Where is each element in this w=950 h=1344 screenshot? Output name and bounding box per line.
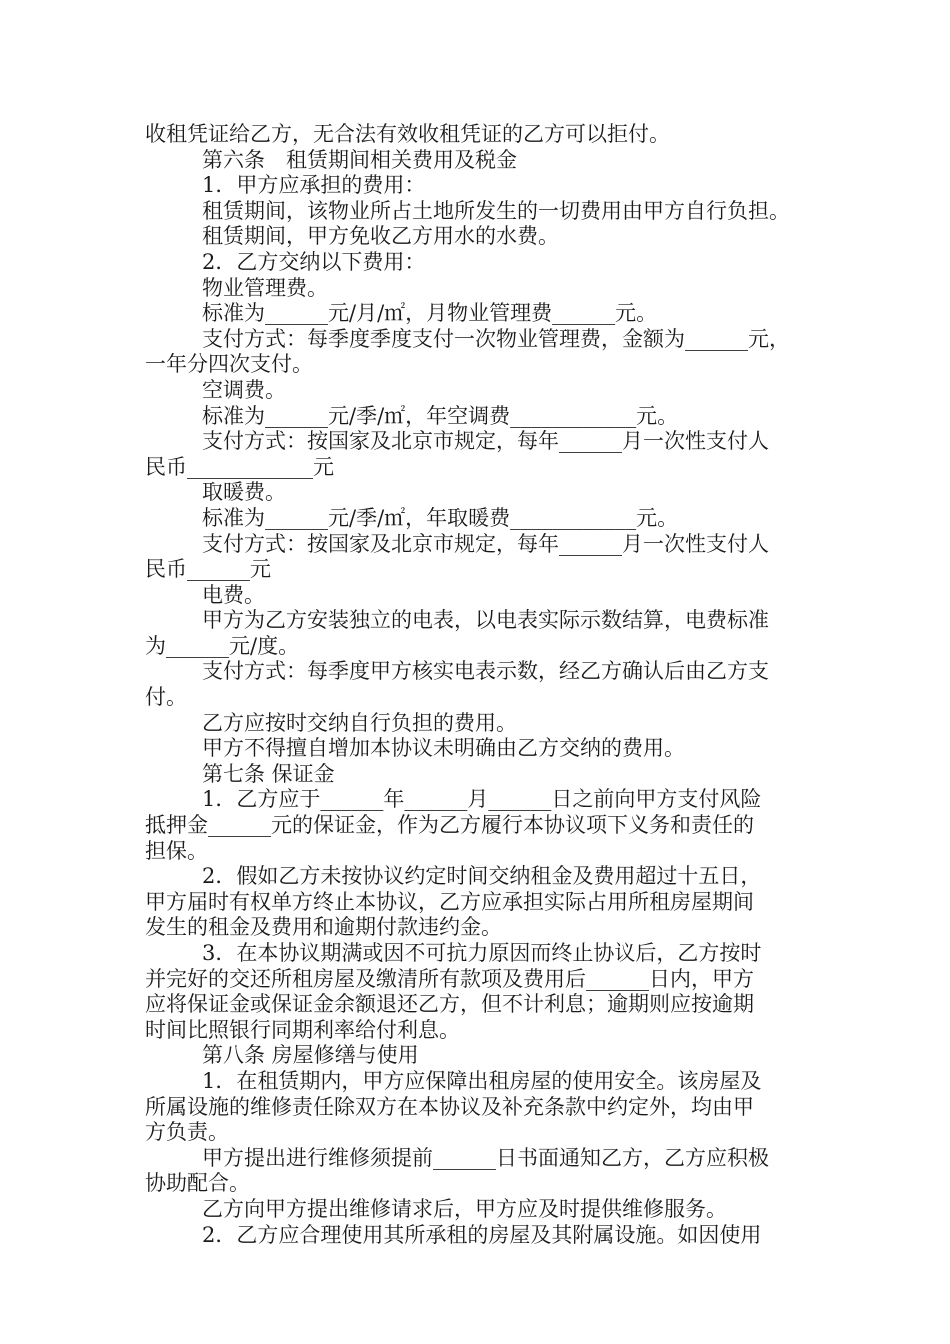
document-line: 取暖费。 [202, 480, 286, 505]
document-line: 应将保证金或保证金余额退还乙方，但不计利息；逾期则应按逾期 [145, 992, 754, 1017]
document-line: 方负责。 [145, 1120, 229, 1145]
document-line: 支付方式：每季度甲方核实电表示数，经乙方确认后由乙方支 [202, 659, 769, 684]
document-line: 甲方提出进行维修须提前______日书面通知乙方，乙方应积极 [202, 1145, 769, 1170]
contract-body-text [145, 122, 815, 1248]
document-line: 1．乙方应于______年______月______日之前向甲方支付风险 [202, 787, 762, 812]
document-line: 2．乙方应合理使用其所承租的房屋及其附属设施。如因使用 [202, 1222, 762, 1247]
document-line: 空调费。 [202, 377, 286, 402]
document-line: 时间比照银行同期利率给付利息。 [145, 1017, 460, 1042]
document-line: 标准为______元/季/㎡，年空调费____________元。 [202, 403, 679, 428]
document-line: 第六条 租赁期间相关费用及税金 [202, 147, 517, 172]
document-line: 1．甲方应承担的费用： [202, 173, 426, 198]
document-line: 租赁期间，该物业所占土地所发生的一切费用由甲方自行负担。 [202, 198, 790, 223]
document-line: 第八条 房屋修缮与使用 [202, 1043, 419, 1068]
document-line: 一年分四次支付。 [145, 352, 313, 377]
document-line: 租赁期间，甲方免收乙方用水的水费。 [202, 224, 559, 249]
document-line: 甲方届时有权单方终止本协议，乙方应承担实际占用所租房屋期间 [145, 889, 754, 914]
document-line: 支付方式：按国家及北京市规定，每年______月一次性支付人 [202, 531, 769, 556]
document-line: 民币______元 [145, 557, 271, 582]
document-line: 1．在租赁期内，甲方应保障出租房屋的使用安全。该房屋及 [202, 1068, 762, 1093]
document-line: 3．在本协议期满或因不可抗力原因而终止协议后，乙方按时 [202, 941, 762, 965]
document-line: 2．乙方交纳以下费用： [202, 249, 426, 274]
document-line: 标准为______元/月/㎡，月物业管理费______元。 [202, 301, 658, 326]
document-line: 发生的租金及费用和逾期付款违约金。 [145, 915, 502, 940]
document-line: 物业管理费。 [202, 275, 328, 300]
document-line: 电费。 [202, 582, 265, 607]
document-line: 民币____________元 [145, 454, 334, 479]
document-line: 付。 [145, 685, 187, 710]
document-line: 甲方为乙方安装独立的电表，以电表实际示数结算，电费标准 [202, 608, 769, 633]
document-line: 支付方式：每季度季度支付一次物业管理费，金额为______元， [202, 326, 790, 351]
document-line: 收租凭证给乙方，无合法有效收租凭证的乙方可以拒付。 [145, 122, 670, 146]
document-line: 所属设施的维修责任除双方在本协议及补充条款中约定外，均由甲 [145, 1094, 754, 1119]
document-line: 2．假如乙方未按协议约定时间交纳租金及费用超过十五日， [202, 864, 762, 889]
document-line: 担保。 [145, 838, 208, 863]
document-line: 乙方向甲方提出维修请求后，甲方应及时提供维修服务。 [202, 1196, 727, 1221]
document-line: 为______元/度。 [145, 633, 300, 658]
document-line: 标准为______元/季/㎡，年取暖费____________元。 [202, 505, 679, 530]
document-line: 并完好的交还所租房屋及缴清所有款项及费用后______日内，甲方 [145, 966, 754, 991]
document-line: 第七条 保证金 [202, 761, 335, 786]
document-line: 协助配合。 [145, 1171, 250, 1196]
document-line: 抵押金______元的保证金，作为乙方履行本协议项下义务和责任的 [145, 813, 754, 838]
document-line: 乙方应按时交纳自行负担的费用。 [202, 710, 517, 735]
document-line: 甲方不得擅自增加本协议未明确由乙方交纳的费用。 [202, 736, 685, 761]
document-line: 支付方式：按国家及北京市规定，每年______月一次性支付人 [202, 429, 769, 454]
